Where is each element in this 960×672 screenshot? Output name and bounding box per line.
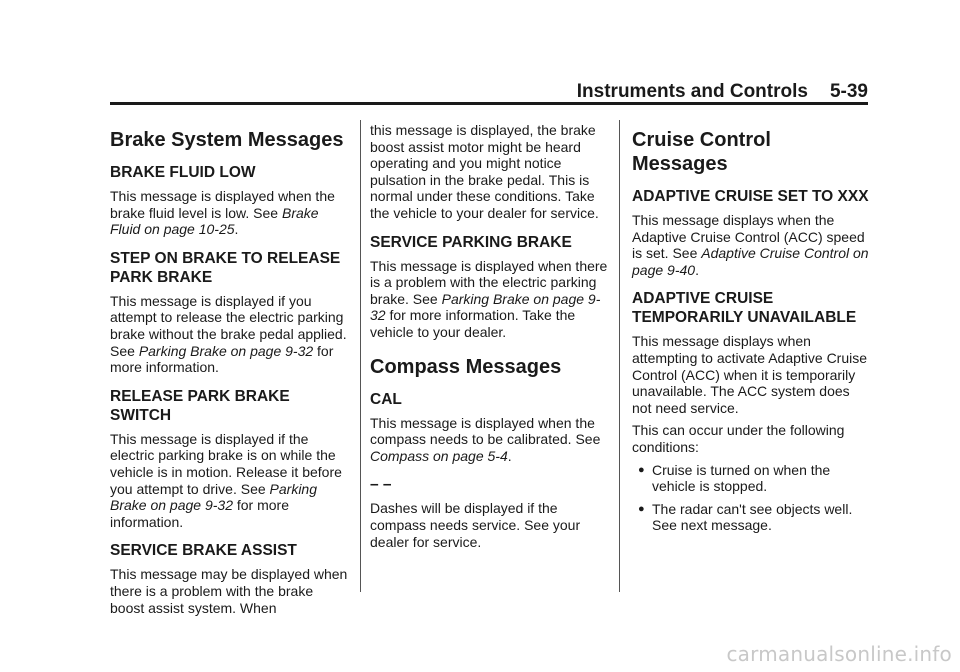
- list-item: ● The radar can't see objects well. See next message.: [638, 500, 853, 534]
- brake-fluid-low-heading: BRAKE FLUID LOW: [110, 164, 256, 181]
- conditions-list: [632, 462, 870, 534]
- parking-brake-link[interactable]: Parking Brake on page 9-32: [138, 342, 314, 359]
- adaptive-cruise-set-heading: ADAPTIVE CRUISE SET TO XXX: [632, 188, 869, 205]
- cal-text: This message is displayed when the compass needs to be calibrated. See Compass on page 5-4.: [370, 414, 601, 464]
- adaptive-cruise-unavailable-heading: ADAPTIVE CRUISE TEMPORARILY UNAVAILABLE: [632, 290, 857, 327]
- dashes-heading: – –: [370, 476, 392, 494]
- column-divider-2: [619, 120, 620, 592]
- adaptive-cruise-set-text: This message displays when the Adaptive Cruise Control (ACC) speed is set. See Adaptive Cruise Control on page 9-40.: [632, 212, 869, 278]
- service-brake-assist-heading: SERVICE BRAKE ASSIST: [110, 542, 297, 560]
- page-number: 5-39: [829, 81, 868, 102]
- step-on-brake-text: This message is displayed if you attempt to release the electric parking brake without the brake pedal applied. See Parking Brake on page 9-32 for more information.: [110, 292, 347, 376]
- parking-brake-link[interactable]: Parking Brake on page 9-32: [370, 290, 601, 324]
- service-parking-brake-heading: SERVICE PARKING BRAKE: [370, 233, 572, 251]
- compass-link[interactable]: Compass on page 5-4: [370, 447, 508, 464]
- dashes-text: Dashes will be displayed if the compass needs service. See your dealer for service.: [370, 500, 581, 550]
- service-brake-assist-text: This message may be displayed when there is a problem with the brake boost assist system. When: [110, 566, 348, 616]
- list-item: ● Cruise is turned on when the vehicle is stopped.: [638, 461, 831, 495]
- release-park-brake-switch-heading: RELEASE PARK BRAKE SWITCH: [110, 387, 290, 424]
- page-header: [500, 80, 868, 104]
- adaptive-cruise-link[interactable]: Adaptive Cruise Control on page 9-40: [632, 245, 869, 278]
- cruise-control-title: Cruise Control Messages: [632, 129, 771, 175]
- service-brake-assist-continued: this message is displayed, the brake boost assist motor might be heard operating and you might notice pulsation in the brake pedal. This is normal under these conditions. Take the vehicle to your dealer for service.: [370, 122, 599, 221]
- column-1: [110, 122, 350, 622]
- bullet-icon: ●: [638, 463, 645, 476]
- header-rule: [110, 102, 868, 105]
- bullet-icon: ●: [638, 502, 645, 515]
- column-3: [632, 122, 870, 540]
- section-title: Instruments and Controls: [576, 81, 808, 102]
- conditions-intro: This can occur under the following conditions:: [632, 422, 845, 455]
- parking-brake-link[interactable]: Parking Brake on page 9-32: [110, 480, 317, 514]
- brake-fluid-link[interactable]: Brake Fluid on page 10-25: [110, 204, 319, 238]
- step-on-brake-heading: STEP ON BRAKE TO RELEASE PARK BRAKE: [110, 249, 341, 286]
- column-2: [370, 122, 610, 556]
- brake-fluid-low-text: This message is displayed when the brake fluid level is low. See Brake Fluid on page 10-25.: [110, 188, 335, 238]
- brake-system-title: Brake System Messages: [110, 129, 344, 151]
- adaptive-cruise-unavailable-text: This message displays when attempting to activate Adaptive Cruise Control (ACC) when it is temporarily unavailable. The ACC system does not need service.: [632, 333, 868, 416]
- compass-title: Compass Messages: [370, 355, 562, 378]
- service-parking-brake-text: This message is displayed when there is a problem with the electric parking brake. See Parking Brake on page 9-32 for more information. Take the vehicle to your dealer.: [370, 257, 608, 340]
- cal-heading: CAL: [370, 390, 402, 408]
- column-divider-1: [360, 120, 361, 592]
- release-park-brake-switch-text: This message is displayed if the electric parking brake is on while the vehicle is in motion. Release it before you attempt to drive. See Parking Brake on page 9-32 for more information.: [110, 430, 342, 530]
- watermark: carmanualsonline.info: [726, 642, 952, 666]
